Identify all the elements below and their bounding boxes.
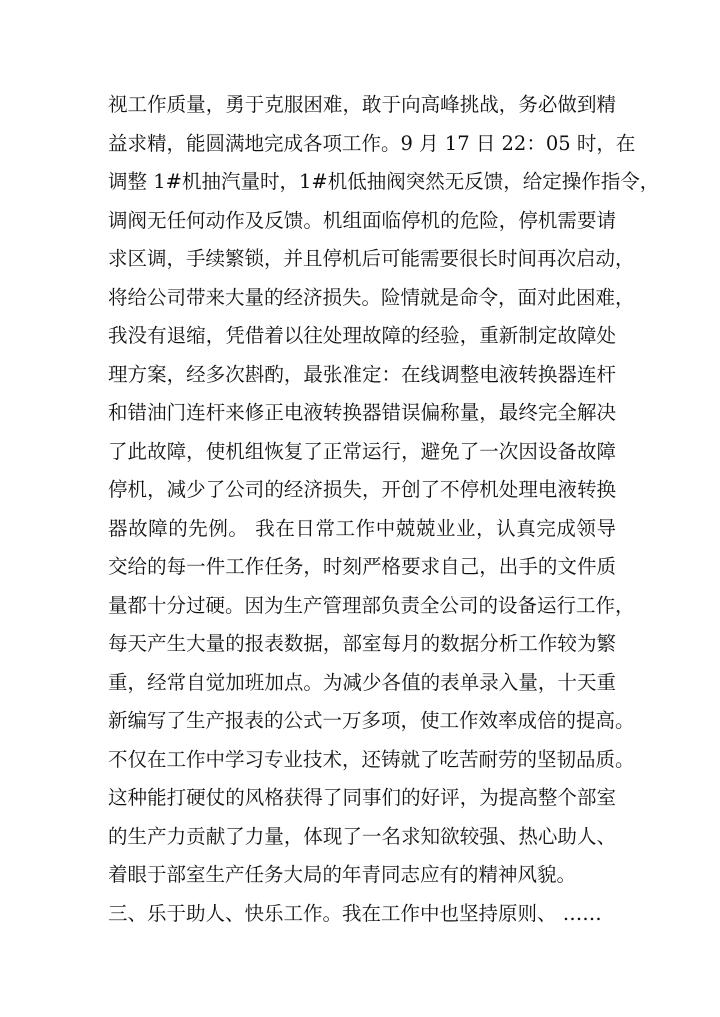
- text-line: 将给公司带来大量的经济损失。险情就是命令，面对此困难，: [108, 285, 635, 309]
- text-line: 重，经常自觉加班加点。为减少各值的表单录入量，十天重: [108, 670, 616, 694]
- text-line: 调阀无任何动作及反馈。机组面临停机的危险，停机需要请: [108, 208, 616, 232]
- text-line: 量都十分过硬。因为生产管理部负责全公司的设备运行工作，: [108, 593, 635, 617]
- text-line: 不仅在工作中学习专业技术，还铸就了吃苦耐劳的坚韧品质。: [108, 747, 635, 771]
- text-line: 我没有退缩，凭借着以往处理故障的经验，重新制定故障处: [108, 324, 616, 347]
- text-line: 调整 1#机抽汽量时，1#机低抽阀突然无反馈，给定操作指令，: [108, 170, 660, 193]
- text-line: 这种能打硬仗的风格获得了同事们的好评，为提高整个部室: [108, 786, 616, 809]
- text-line: 交给的每一件工作任务，时刻严格要求自己，出手的文件质: [108, 555, 616, 578]
- text-line: 理方案，经多次斟酌，最张准定：在线调整电液转换器连杆: [108, 362, 616, 386]
- text-line: 了此故障，使机组恢复了正常运行，避免了一次因设备故障: [108, 439, 616, 463]
- text-line: 停机，减少了公司的经济损失，开创了不停机处理电液转换: [108, 478, 616, 501]
- text-line: 和错油门连杆来修正电液转换器错误偏称量，最终完全解决: [108, 401, 616, 424]
- text-line: 着眼于部室生产任务大局的年青同志应有的精神风貌。: [108, 863, 577, 886]
- text-line: 的生产力贡献了力量，体现了一名求知欲较强、热心助人、: [108, 824, 616, 848]
- text-line: 每天产生大量的报表数据，部室每月的数据分析工作较为繁: [108, 632, 616, 655]
- text-line: 求区调，手续繁锁，并且停机后可能需要很长时间再次启动，: [108, 247, 635, 270]
- text-line: 益求精，能圆满地完成各项工作。9 月 17 日 22：05 时，在: [108, 131, 636, 155]
- text-line: 新编写了生产报表的公式一万多项，使工作效率成倍的提高。: [108, 709, 635, 732]
- text-line: 三、乐于助人、快乐工作。我在工作中也坚持原则、 ……: [108, 901, 602, 925]
- body-text: [108, 86, 660, 933]
- text-line: 视工作质量，勇于克服困难，敢于向高峰挑战，务必做到精: [108, 93, 616, 116]
- text-line: 器故障的先例。 我在日常工作中兢兢业业，认真完成领导: [108, 516, 616, 540]
